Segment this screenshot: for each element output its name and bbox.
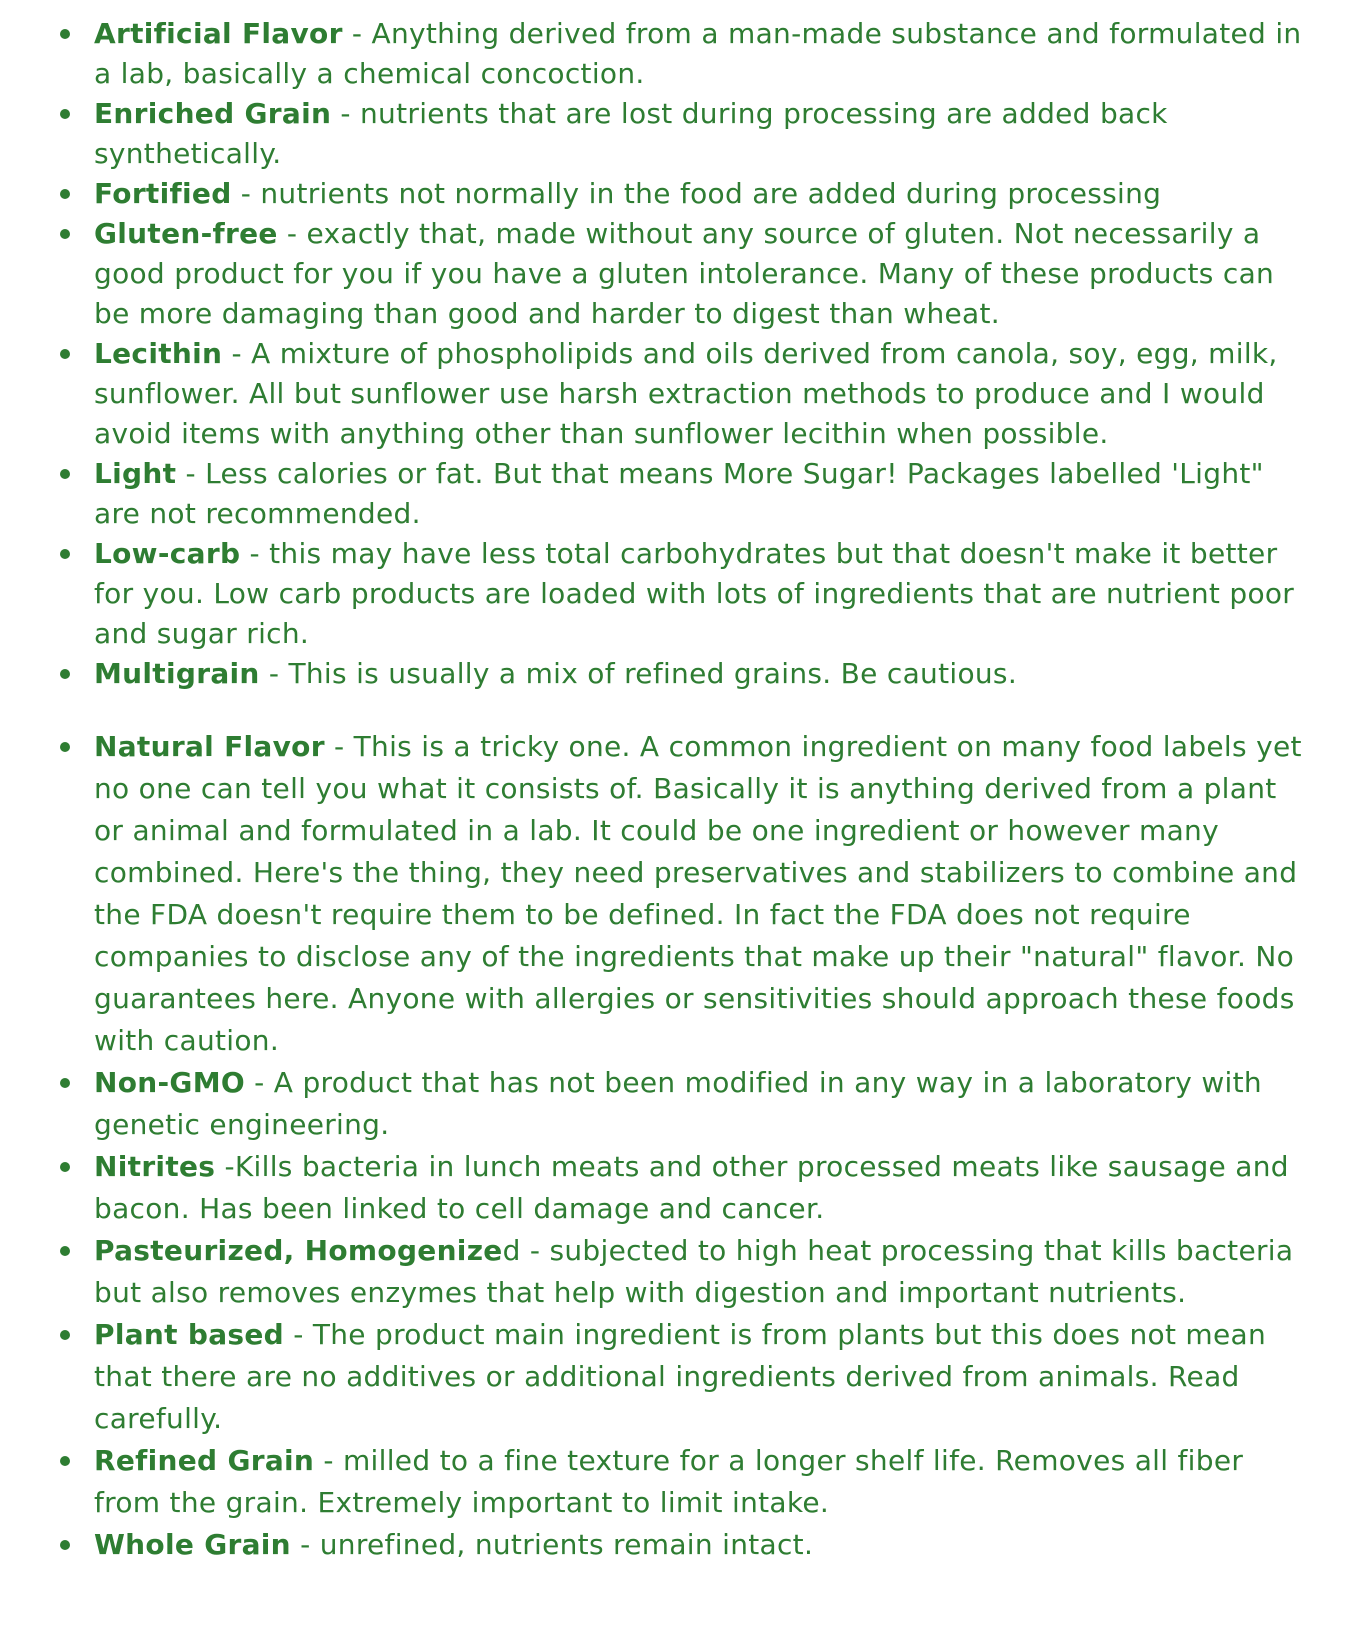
term-name: Plant based [94, 1318, 285, 1351]
bullet-icon [60, 109, 70, 119]
list-item [0, 334, 1353, 454]
list-item [0, 726, 1353, 1062]
bullet-icon [60, 1540, 70, 1550]
term-name: Pasteurized, Homogenize [94, 1234, 503, 1267]
list-item [0, 1230, 1353, 1314]
list-item [0, 174, 1353, 214]
term-definition: This is a tricky one. A common ingredient on many food labels yet no one can tell you what it consists of. Basically it is anything derived from a plant or animal and formulated in a lab. It could be one ingredient or however many combined. Here's the thing, they need preservatives and stabilizers to combine and the FDA doesn't require them to be defined. In fact the FDA does not require companies to disclose any of the ingredients that make up their "natural" flavor. No guarantees here. Anyone with allergies or sensitivities should approach these foods with caution. [94, 730, 1302, 1057]
term-name: Non-GMO [94, 1066, 245, 1099]
list-item [0, 1146, 1353, 1230]
bullet-icon [60, 1246, 70, 1256]
bullet-icon [60, 349, 70, 359]
term-definition: A mixture of phospholipids and oils derived from canola, soy, egg, milk, sunflower. All but sunflower use harsh extraction methods to produce and I would avoid items with anything other than sunflower lecithin when possible. [94, 337, 1278, 450]
term-separator: - [215, 1150, 235, 1183]
list-item [0, 1314, 1353, 1440]
term-separator: - [240, 537, 270, 570]
term-name: Low-carb [94, 537, 241, 570]
term-separator: - [314, 1444, 343, 1477]
term-definition: milled to a fine texture for a longer shelf life. Removes all fiber from the grain. Extremely important to limit intake. [94, 1444, 1244, 1519]
list-item [0, 1062, 1353, 1146]
list-item [0, 654, 1353, 694]
term-definition: Less calories or fat. But that means More Sugar! Packages labelled 'Light" are not recommended. [94, 457, 1264, 530]
bullet-icon [60, 189, 70, 199]
term-definition: subjected to high heat processing that kills bacteria but also removes enzymes that help with digestion and important nutrients. [94, 1234, 1294, 1309]
term-separator: - [331, 97, 361, 130]
bullet-icon [60, 669, 70, 679]
term-definition: Anything derived from a man-made substance and formulated in a lab, basically a chemical concoction. [94, 17, 1302, 90]
term-separator: - [244, 1066, 274, 1099]
list-item [0, 534, 1353, 654]
term-name: Multigrain [94, 657, 260, 690]
term-separator: - [290, 1528, 320, 1561]
term-name: Gluten-free [94, 217, 278, 250]
bullet-icon [60, 1078, 70, 1088]
term-name: Refined Grain [94, 1444, 315, 1477]
term-definition: this may have less total carbohydrates but that doesn't make it better for you. Low carb products are loaded with lots of ingredients that are nutrient poor and sugar rich. [94, 537, 1295, 650]
bullet-icon [60, 1330, 70, 1340]
term-separator: - [284, 1318, 313, 1351]
list-item [0, 14, 1353, 94]
term-definition: nutrients not normally in the food are added during processing [260, 177, 1162, 210]
bullet-icon [60, 469, 70, 479]
glossary-list-part2 [0, 726, 1353, 1566]
term-definition: nutrients that are lost during processing are added back synthetically. [94, 97, 1168, 170]
term-separator: - [222, 337, 252, 370]
list-item [0, 1440, 1353, 1524]
term-name: Lecithin [94, 337, 223, 370]
term-separator: - [324, 730, 354, 763]
term-separator: - [259, 657, 289, 690]
term-name: Light [94, 457, 177, 490]
term-name: Natural Flavor [94, 730, 325, 763]
list-item [0, 454, 1353, 534]
term-definition: exactly that, made without any source of gluten. Not necessarily a good product for you if you have a gluten intolerance. Many of these products can be more damaging than good and harder to digest than wheat. [94, 217, 1275, 330]
list-item [0, 94, 1353, 174]
bullet-icon [60, 29, 70, 39]
term-separator: - [176, 457, 206, 490]
bullet-icon [60, 229, 70, 239]
bullet-icon [60, 1162, 70, 1172]
term-separator: - [277, 217, 307, 250]
term-definition: This is usually a mix of refined grains. Be cautious. [288, 657, 1018, 690]
term-definition: unrefined, nutrients remain intact. [319, 1528, 814, 1561]
glossary-list-part1 [0, 14, 1353, 694]
term-definition: A product that has not been modified in any way in a laboratory with genetic engineering. [94, 1066, 1262, 1141]
bullet-icon [60, 1456, 70, 1466]
term-name: Enriched Grain [94, 97, 332, 130]
term-name: Whole Grain [94, 1528, 291, 1561]
term-separator: d - [502, 1234, 550, 1267]
bullet-icon [60, 742, 70, 752]
term-separator: - [342, 17, 372, 50]
term-name: Fortified [94, 177, 232, 210]
term-definition: Kills bacteria in lunch meats and other processed meats like sausage and bacon. Has been linked to cell damage and cancer. [94, 1150, 1289, 1225]
term-definition: The product main ingredient is from plants but this does not mean that there are no additives or additional ingredients derived from animals. Read carefully. [94, 1318, 1267, 1435]
term-separator: - [231, 177, 261, 210]
list-item [0, 214, 1353, 334]
term-name: Artificial Flavor [94, 17, 343, 50]
term-name: Nitrites [94, 1150, 216, 1183]
bullet-icon [60, 549, 70, 559]
list-item [0, 1524, 1353, 1566]
